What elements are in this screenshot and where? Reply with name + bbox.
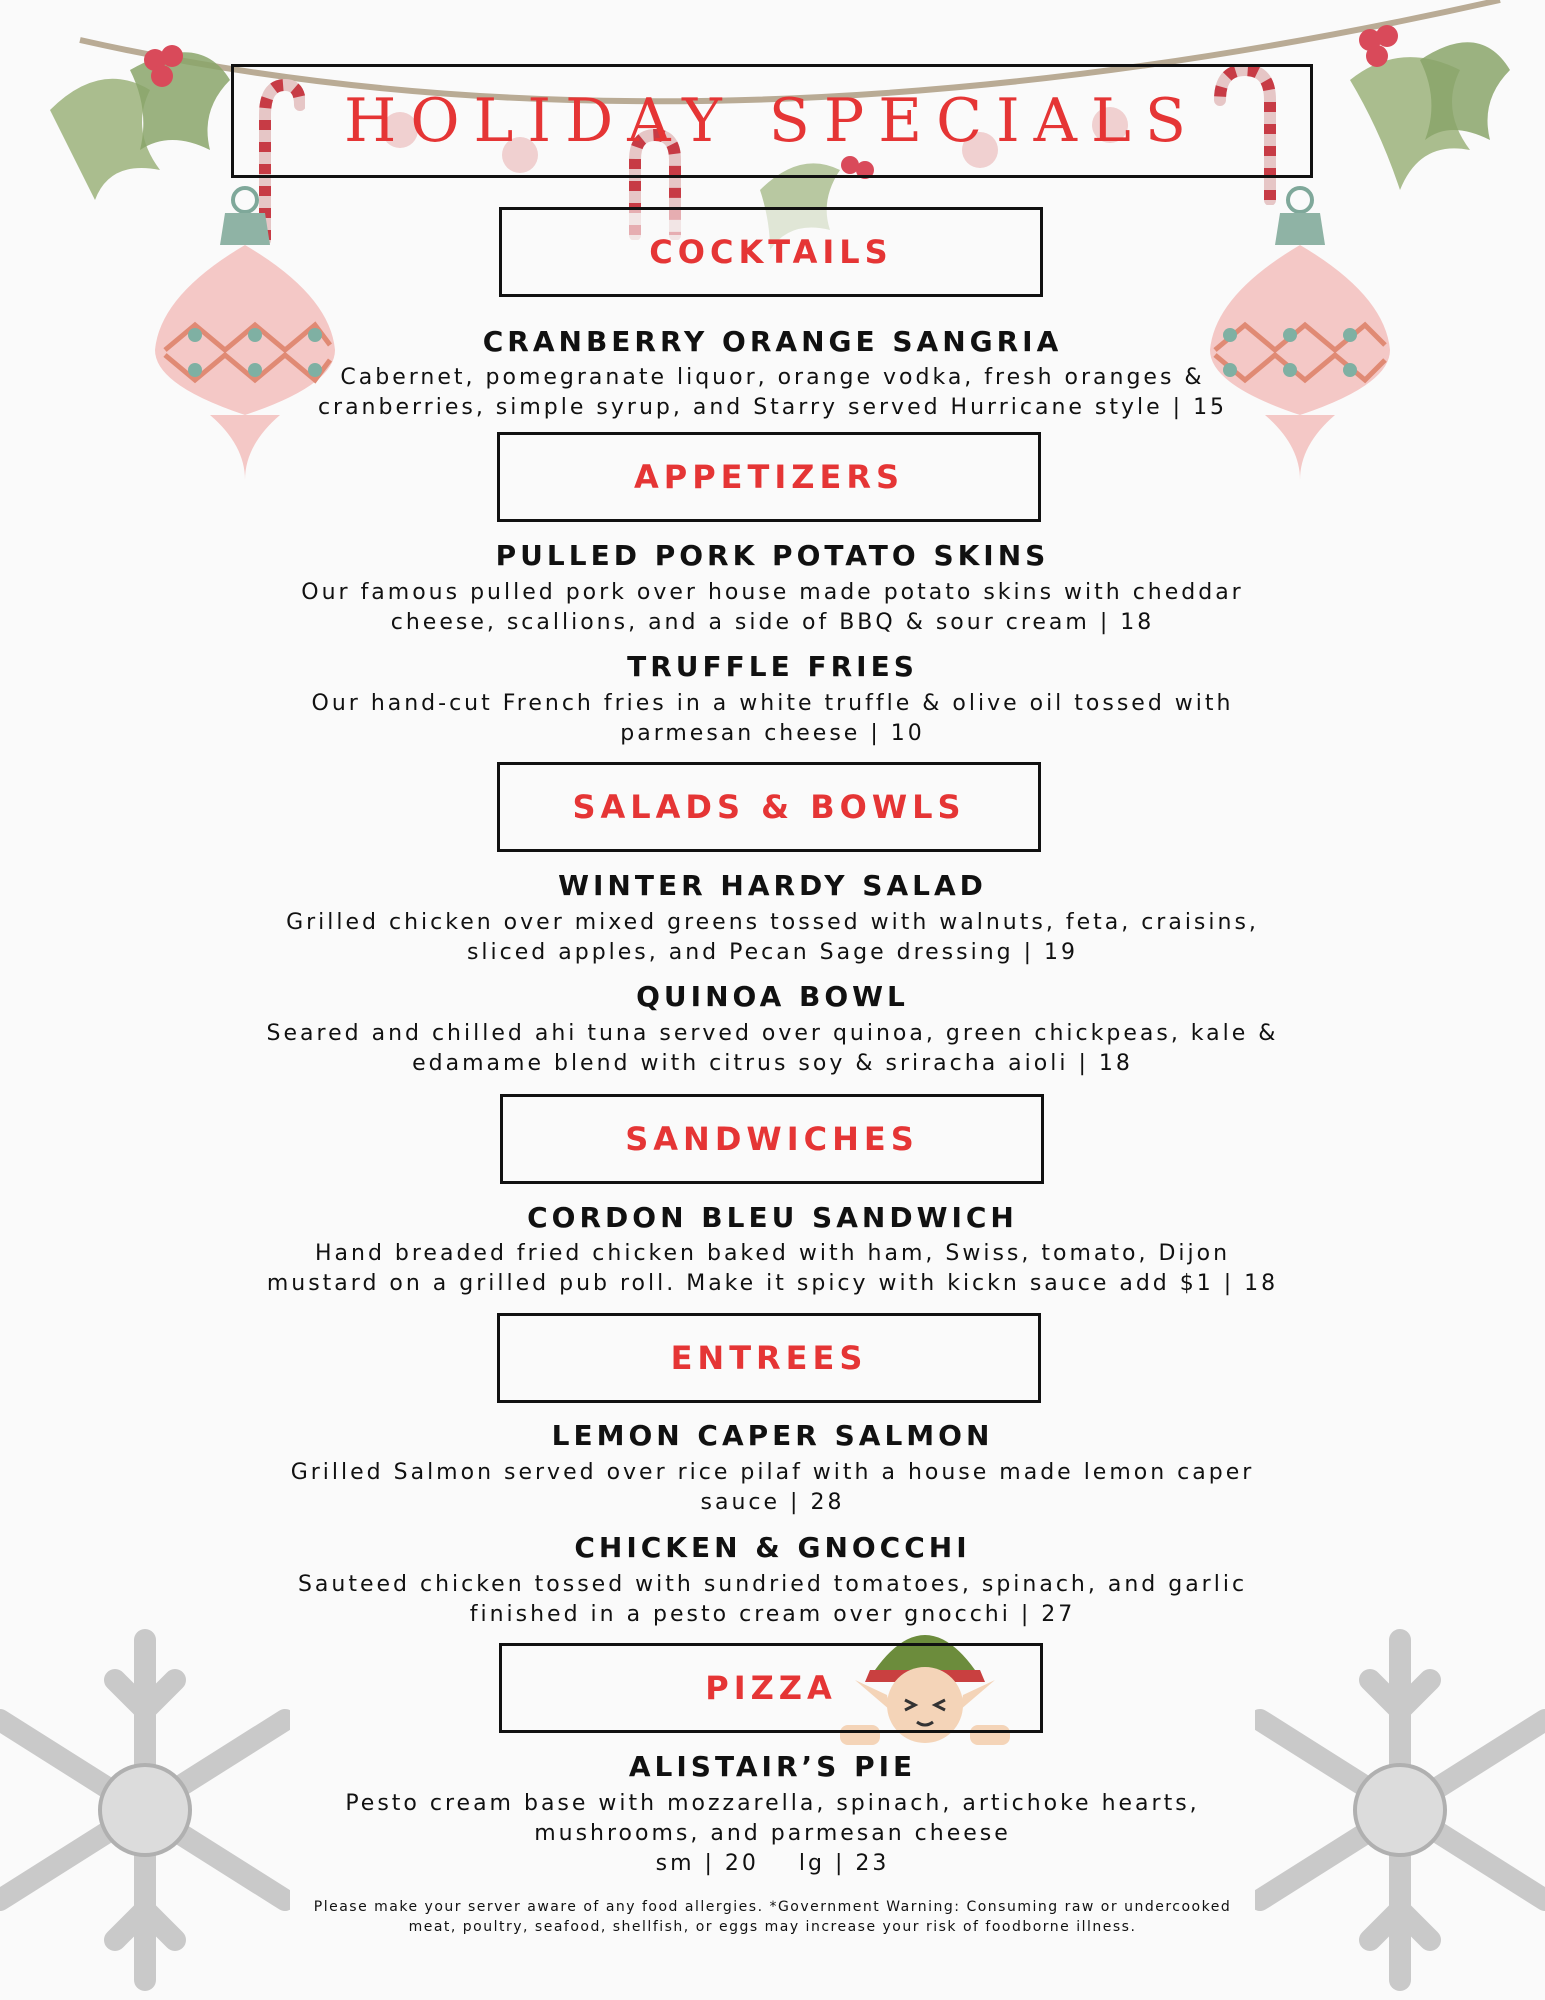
description-line: parmesan cheese | 10: [620, 721, 925, 746]
description-line: Cabernet, pomegranate liquor, orange vodka, fresh oranges &: [340, 365, 1205, 390]
price-line: sm | 20 lg | 23: [655, 1851, 890, 1876]
section-label: APPETIZERS: [633, 458, 904, 496]
menu-item-name: CRANBERRY ORANGE SANGRIA: [482, 325, 1063, 358]
section-label: PIZZA: [705, 1669, 837, 1707]
section-label: SALADS & BOWLS: [572, 788, 966, 826]
section-label: SANDWICHES: [625, 1120, 919, 1158]
menu-item-description: [0, 1570, 1545, 1630]
menu-item-name: CHICKEN & GNOCCHI: [574, 1531, 971, 1564]
description-line: mushrooms, and parmesan cheese: [534, 1821, 1011, 1846]
description-line: Our famous pulled pork over house made potato skins with cheddar: [301, 580, 1244, 605]
description-line: mustard on a grilled pub roll. Make it spicy with kickn sauce add $1 | 18: [266, 1271, 1279, 1296]
description-line: Grilled chicken over mixed greens tossed with walnuts, feta, craisins,: [286, 910, 1259, 935]
description-line: cranberries, simple syrup, and Starry served Hurricane style | 15: [317, 395, 1228, 420]
description-line: sauce | 28: [700, 1490, 845, 1515]
description-line: Pesto cream base with mozzarella, spinach, artichoke hearts,: [345, 1791, 1200, 1816]
description-line: edamame blend with citrus soy & sriracha aioli | 18: [412, 1051, 1133, 1076]
section-header-pizza: [499, 1643, 1043, 1733]
description-line: Grilled Salmon served over rice pilaf with a house made lemon caper: [290, 1460, 1255, 1485]
description-line: sliced apples, and Pecan Sage dressing | 19: [466, 940, 1079, 965]
description-line: cheese, scallions, and a side of BBQ & sour cream | 18: [390, 610, 1155, 635]
menu-item-name: TRUFFLE FRIES: [627, 650, 918, 683]
section-header-appetizers: [497, 432, 1041, 522]
menu-item-description: [0, 1789, 1545, 1879]
menu-item-description: [0, 1239, 1545, 1299]
menu-item-name: QUINOA BOWL: [636, 980, 909, 1013]
menu-item-description: [0, 1019, 1545, 1079]
menu-item-description: [0, 908, 1545, 968]
section-header-cocktails: [499, 207, 1043, 297]
menu-item-description: [0, 578, 1545, 638]
section-header-salads-bowls: [497, 762, 1041, 852]
menu-item-description: [0, 1458, 1545, 1518]
section-label: COCKTAILS: [649, 233, 893, 271]
disclaimer-line: Please make your server aware of any food allergies. *Government Warning: Consuming raw or undercooked: [313, 1899, 1232, 1915]
page-title: HOLIDAY SPECIALS: [344, 86, 1200, 156]
menu-item-description: [0, 689, 1545, 749]
menu-item-name: LEMON CAPER SALMON: [551, 1419, 994, 1452]
menu-item-name: PULLED PORK POTATO SKINS: [495, 539, 1050, 572]
menu-item-name: ALISTAIR’S PIE: [628, 1750, 917, 1783]
menu-item-description: [0, 363, 1545, 423]
menu-item-name: CORDON BLEU SANDWICH: [527, 1201, 1018, 1234]
section-header-sandwiches: [500, 1094, 1044, 1184]
description-line: Our hand-cut French fries in a white truffle & olive oil tossed with: [311, 691, 1234, 716]
allergy-disclaimer: [0, 1897, 1545, 1937]
description-line: Hand breaded fried chicken baked with ham, Swiss, tomato, Dijon: [314, 1241, 1231, 1266]
section-header-entrees: [497, 1313, 1041, 1403]
title-box: [231, 64, 1313, 178]
section-label: ENTREES: [670, 1339, 868, 1377]
description-line: Seared and chilled ahi tuna served over quinoa, green chickpeas, kale &: [266, 1021, 1279, 1046]
description-line: Sauteed chicken tossed with sundried tomatoes, spinach, and garlic: [297, 1572, 1248, 1597]
menu-item-name: WINTER HARDY SALAD: [558, 869, 987, 902]
disclaimer-line: meat, poultry, seafood, shellfish, or eggs may increase your risk of foodborne illness.: [408, 1919, 1137, 1935]
description-line: finished in a pesto cream over gnocchi | 27: [469, 1602, 1076, 1627]
